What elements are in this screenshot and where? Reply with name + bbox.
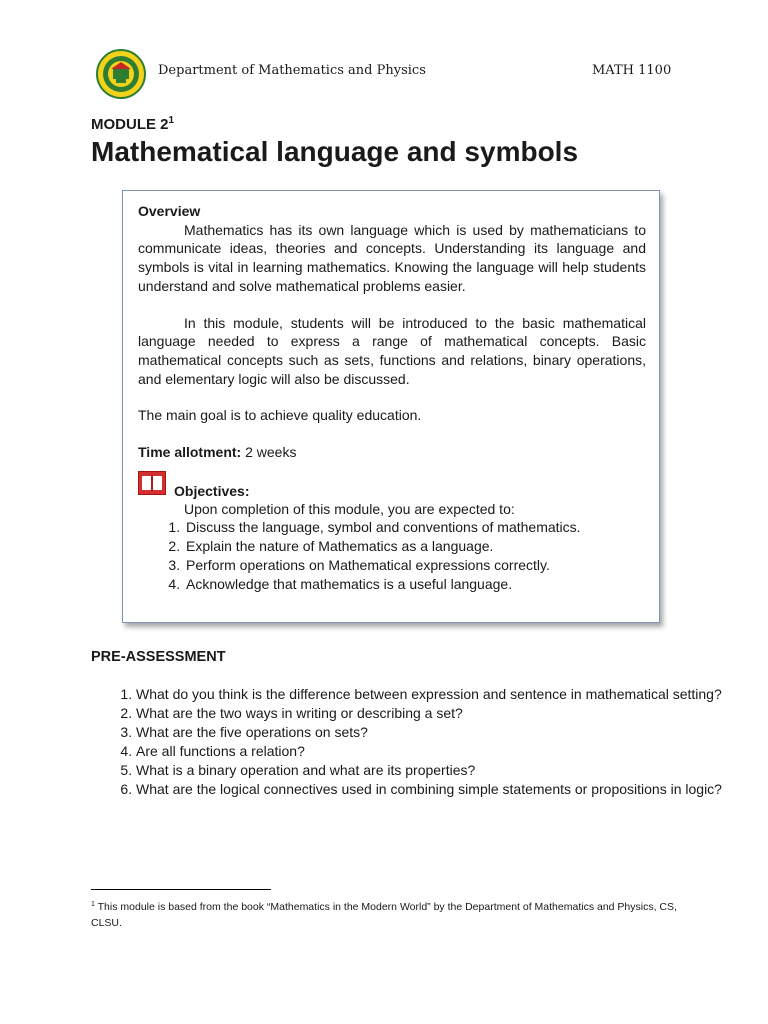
open-book-icon bbox=[138, 471, 166, 495]
question-item: 5. What is a binary operation and what are its properties? bbox=[136, 761, 722, 780]
pre-assessment-heading: PRE-ASSESSMENT bbox=[91, 649, 226, 665]
time-allotment bbox=[138, 443, 646, 462]
footnote-text: This module is based from the book “Mathematics in the Modern World” by the Department of Mathematics and Physics, CS, CLSU. bbox=[91, 901, 677, 929]
footnote-mark: 1 bbox=[91, 901, 95, 908]
footnote-reference: 1 bbox=[168, 115, 175, 126]
objectives-header bbox=[138, 480, 646, 500]
objective-item: 4. Acknowledge that mathematics is a useful language. bbox=[184, 575, 646, 594]
question-item: 2. What are the two ways in writing or describing a set? bbox=[136, 704, 722, 723]
objectives-intro: Upon completion of this module, you are expected to: bbox=[184, 500, 515, 517]
objective-item: 2. Explain the nature of Mathematics as a language. bbox=[184, 537, 646, 556]
objectives-list bbox=[138, 518, 646, 593]
module-label: MODULE $2^1$ bbox=[91, 115, 175, 133]
university-seal-logo bbox=[96, 49, 146, 99]
department-name: Department of Mathematics and Physics bbox=[158, 63, 426, 78]
overview-heading: Overview bbox=[138, 203, 201, 219]
question-item: 1. What do you think is the difference between expression and sentence in mathematical setting? bbox=[136, 685, 722, 704]
question-item: 4. Are all functions a relation? bbox=[136, 742, 722, 761]
objective-item: 1. Discuss the language, symbol and conventions of mathematics. bbox=[184, 518, 646, 537]
page-title: Mathematical language and symbols bbox=[91, 136, 579, 167]
course-code: MATH 1100 bbox=[592, 63, 672, 78]
time-allotment-value: 2 weeks bbox=[245, 444, 297, 461]
pre-assessment-list bbox=[91, 685, 722, 799]
objectives-heading: Objectives: bbox=[174, 482, 250, 499]
overview-paragraph: Mathematics has its own language which is used by mathematicians to communicate ideas, theories and concepts. Understanding its language and symbols is vital in learning mathematics. Knowing the language will help students understand and solve mathematical problems easier. bbox=[138, 221, 646, 294]
question-item: 3. What are the five operations on sets? bbox=[136, 723, 722, 742]
question-item: 6. What are the logical connectives used in combining simple statements or propositions in logic? bbox=[136, 780, 722, 799]
footnote bbox=[91, 899, 683, 931]
objective-item: 3. Perform operations on Mathematical expressions correctly. bbox=[184, 556, 646, 575]
overview-paragraph: In this module, students will be introduced to the basic mathematical language needed to express a range of mathematical concepts. Basic mathematical concepts such as sets, functions and relations, binary operations, and elementary logic will also be discussed. bbox=[138, 314, 646, 387]
overview-box bbox=[122, 190, 660, 623]
footnote-separator bbox=[91, 889, 271, 890]
main-goal-text: The main goal is to achieve quality education. bbox=[138, 407, 422, 424]
time-allotment-label: Time allotment: bbox=[138, 444, 242, 461]
